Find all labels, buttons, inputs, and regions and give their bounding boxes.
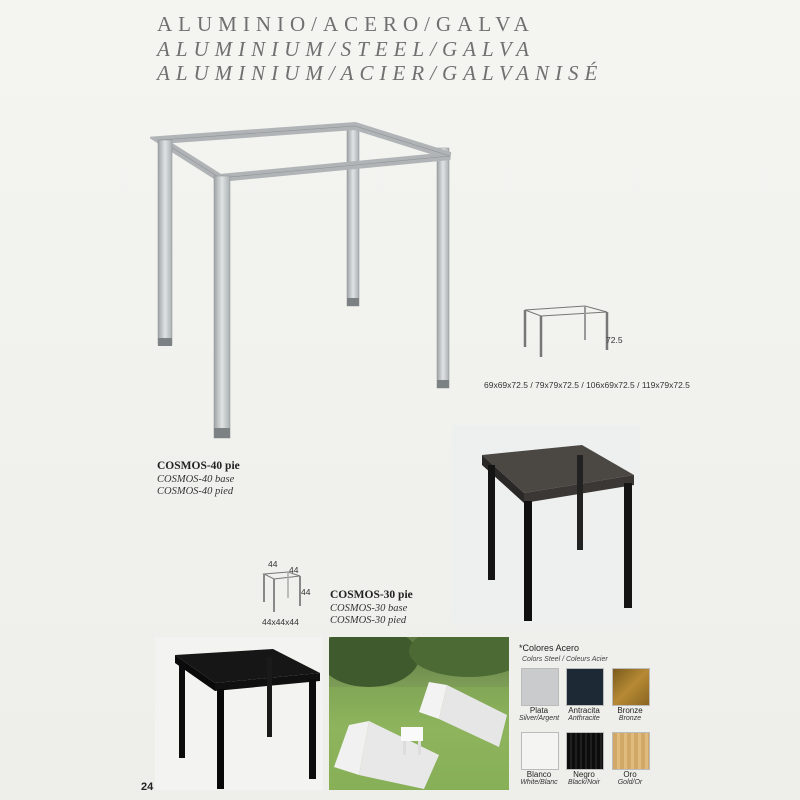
swatch-blanco-name: Blanco bbox=[526, 770, 552, 779]
cosmos-30-dim-side: 44 bbox=[301, 587, 311, 597]
swatch-oro-sub: Gold/Or bbox=[617, 779, 643, 786]
swatch-blanco bbox=[521, 732, 559, 770]
swatch-oro-name: Oro bbox=[623, 770, 637, 779]
swatch-bronze bbox=[612, 668, 650, 706]
swatch-plata bbox=[521, 668, 559, 706]
cosmos-40-height: 72.5 bbox=[606, 335, 623, 345]
cosmos-30-dim-top-left: 44 bbox=[268, 559, 278, 569]
cosmos-40-frame-image bbox=[150, 118, 470, 448]
swatch-negro-name: Negro bbox=[573, 770, 595, 779]
cosmos-30-base-fr: COSMOS-30 pied bbox=[330, 615, 407, 626]
cosmos-40-name: COSMOS-40 pie bbox=[157, 460, 240, 472]
swatch-negro-sub: Black/Noir bbox=[568, 779, 600, 786]
garden-loungers-photo bbox=[329, 637, 509, 790]
cosmos-30-name: COSMOS-30 pie bbox=[330, 589, 413, 601]
cosmos-40-diagram bbox=[515, 302, 615, 364]
cosmos-40-base-fr: COSMOS-40 pied bbox=[157, 486, 234, 497]
swatch-blanco-sub: White/Blanc bbox=[520, 779, 558, 786]
cosmos-40-sizes: 69x69x72.5 / 79x79x72.5 / 106x69x72.5 / 119x79x72.5 bbox=[484, 380, 690, 390]
colors-title: *Colores Acero bbox=[519, 643, 580, 653]
page-number: 24 bbox=[141, 781, 154, 793]
swatch-negro bbox=[566, 732, 604, 770]
colors-subtitle: Colors Steel / Coleurs Acier bbox=[522, 656, 608, 663]
cosmos-30-dim-top-right: 44 bbox=[289, 565, 299, 575]
swatch-plata-name: Plata bbox=[529, 706, 549, 715]
cosmos-40-base-en: COSMOS-40 base bbox=[157, 474, 235, 485]
swatch-antracita-name: Antracita bbox=[568, 706, 600, 715]
swatch-plata-sub: Silver/Argent bbox=[518, 715, 560, 722]
black-table-photo bbox=[155, 637, 323, 790]
dark-table-photo bbox=[452, 425, 640, 625]
cosmos-30-size: 44x44x44 bbox=[262, 617, 299, 627]
header-title-es: ALUMINIO/ACERO/GALVA bbox=[157, 12, 535, 36]
header-title-fr: ALUMINIUM/ACIER/GALVANISÉ bbox=[157, 61, 604, 85]
cosmos-30-base-en: COSMOS-30 base bbox=[330, 603, 408, 614]
swatch-antracita bbox=[566, 668, 604, 706]
header-title-en: ALUMINIUM/STEEL/GALVA bbox=[157, 37, 535, 61]
swatch-bronze-name: Bronze bbox=[617, 706, 643, 715]
swatch-bronze-sub: Bronze bbox=[618, 715, 642, 722]
cosmos-30-diagram bbox=[262, 570, 304, 616]
swatch-antracita-sub: Anthracite bbox=[568, 715, 600, 722]
swatch-oro bbox=[612, 732, 650, 770]
